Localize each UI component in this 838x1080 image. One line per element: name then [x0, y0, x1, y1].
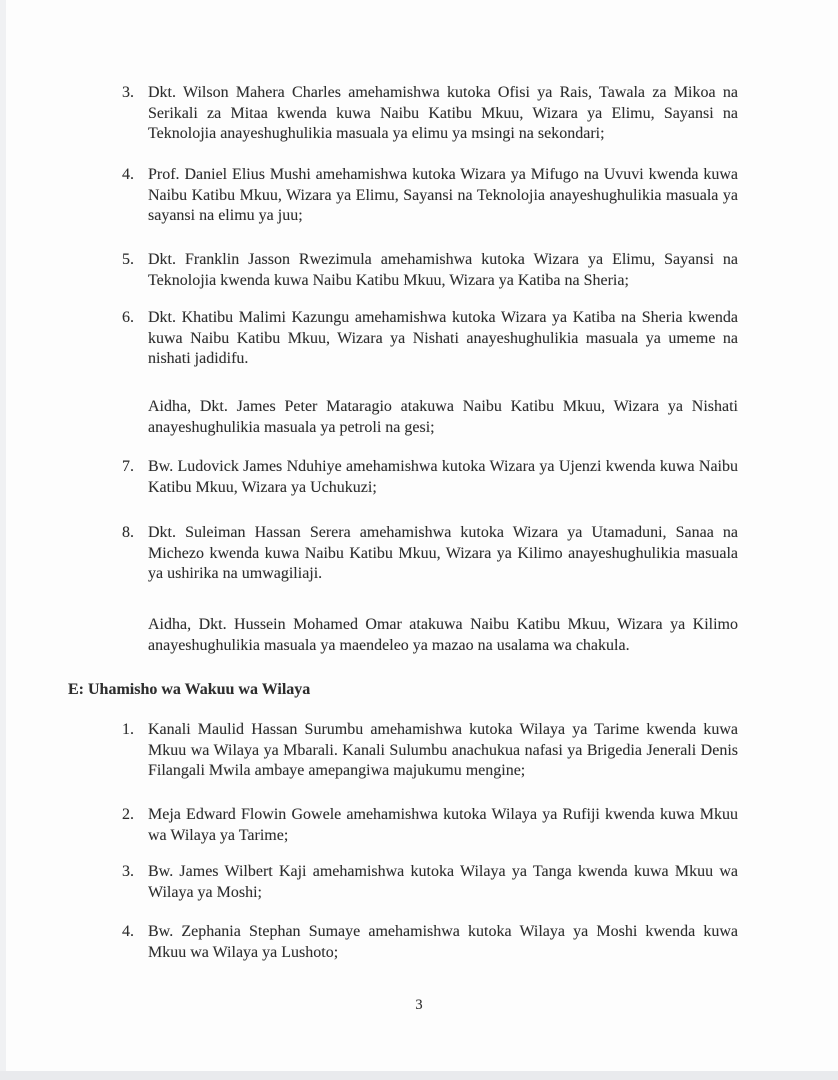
item-number: 7.	[122, 458, 134, 475]
item-number: 3.	[122, 84, 134, 101]
item-number: 5.	[122, 251, 134, 268]
numbered-item	[122, 250, 738, 291]
item-number: 6.	[122, 309, 134, 326]
paragraph: Aidha, Dkt. Hussein Mohamed Omar atakuwa Naibu Katibu Mkuu, Wizara ya Kilimo anayeshughulikia masuala ya maendeleo ya mazao na usalama wa chakula.	[148, 616, 738, 654]
paragraph: Aidha, Dkt. James Peter Mataragio atakuwa Naibu Katibu Mkuu, Wizara ya Nishati anayeshughulikia masuala ya petroli na gesi;	[148, 398, 738, 436]
item-number: 4.	[122, 923, 134, 940]
numbered-item	[122, 922, 738, 963]
item-number: 4.	[122, 166, 134, 183]
item-text: Bw. James Wilbert Kaji amehamishwa kutoka Wilaya ya Tanga kwenda kuwa Mkuu wa Wilaya ya Moshi;	[148, 863, 738, 901]
item-number: 1.	[122, 721, 134, 738]
item-text: Bw. Zephania Stephan Sumaye amehamishwa kutoka Wilaya ya Moshi kwenda kuwa Mkuu wa Wilaya ya Lushoto;	[148, 923, 738, 961]
item-text: Dkt. Franklin Jasson Rwezimula amehamishwa kutoka Wizara ya Elimu, Sayansi na Teknolojia kwenda kuwa Naibu Katibu Mkuu, Wizara ya Katiba na Sheria;	[148, 251, 738, 289]
item-text: Dkt. Wilson Mahera Charles amehamishwa kutoka Ofisi ya Rais, Tawala za Mikoa na Serikali za Mitaa kwenda kuwa Naibu Katibu Mkuu, Wizara ya Elimu, Sayansi na Teknolojia anayeshughulikia masuala ya elimu ya msingi na sekondari;	[148, 84, 738, 142]
item-number: 8.	[122, 524, 134, 541]
item-text: Kanali Maulid Hassan Surumbu amehamishwa kutoka Wilaya ya Tarime kwenda kuwa Mkuu wa Wilaya ya Mbarali. Kanali Sulumbu anachukua nafasi ya Brigedia Jenerali Denis Filangali Mwila ambaye amepangiwa majukumu mengine;	[148, 721, 738, 779]
item-text: Bw. Ludovick James Nduhiye amehamishwa kutoka Wizara ya Ujenzi kwenda kuwa Naibu Katibu Mkuu, Wizara ya Uchukuzi;	[148, 458, 738, 496]
numbered-item	[122, 805, 738, 846]
section-heading: E: Uhamisho wa Wakuu wa Wilaya	[68, 681, 311, 698]
numbered-item	[122, 457, 738, 498]
item-text: Dkt. Khatibu Malimi Kazungu amehamishwa kutoka Wizara ya Katiba na Sheria kwenda kuwa Naibu Katibu Mkuu, Wizara ya Nishati anayeshughulikia masuala ya umeme na nishati jadidifu.	[148, 309, 738, 367]
item-text: Meja Edward Flowin Gowele amehamishwa kutoka Wilaya ya Rufiji kwenda kuwa Mkuu wa Wilaya ya Tarime;	[148, 806, 738, 844]
item-text: Dkt. Suleiman Hassan Serera amehamishwa kutoka Wizara ya Utamaduni, Sanaa na Michezo kwenda kuwa Naibu Katibu Mkuu, Wizara ya Kilimo anayeshughulikia masuala ya ushirika na umwagiliaji.	[148, 524, 738, 582]
item-text: Prof. Daniel Elius Mushi amehamishwa kutoka Wizara ya Mifugo na Uvuvi kwenda kuwa Naibu Katibu Mkuu, Wizara ya Elimu, Sayansi na Teknolojia anayeshughulikia masuala ya sayansi na elimu ya juu;	[148, 166, 738, 224]
numbered-item	[122, 720, 738, 782]
page-edge-bottom	[0, 1071, 838, 1080]
page-number: 3	[415, 997, 423, 1013]
page-edge-left	[0, 0, 6, 1080]
numbered-item	[122, 83, 738, 145]
numbered-item	[122, 165, 738, 227]
item-number: 3.	[122, 863, 134, 880]
numbered-item	[122, 862, 738, 903]
numbered-item	[122, 308, 738, 370]
numbered-item	[122, 523, 738, 585]
item-number: 2.	[122, 806, 134, 823]
